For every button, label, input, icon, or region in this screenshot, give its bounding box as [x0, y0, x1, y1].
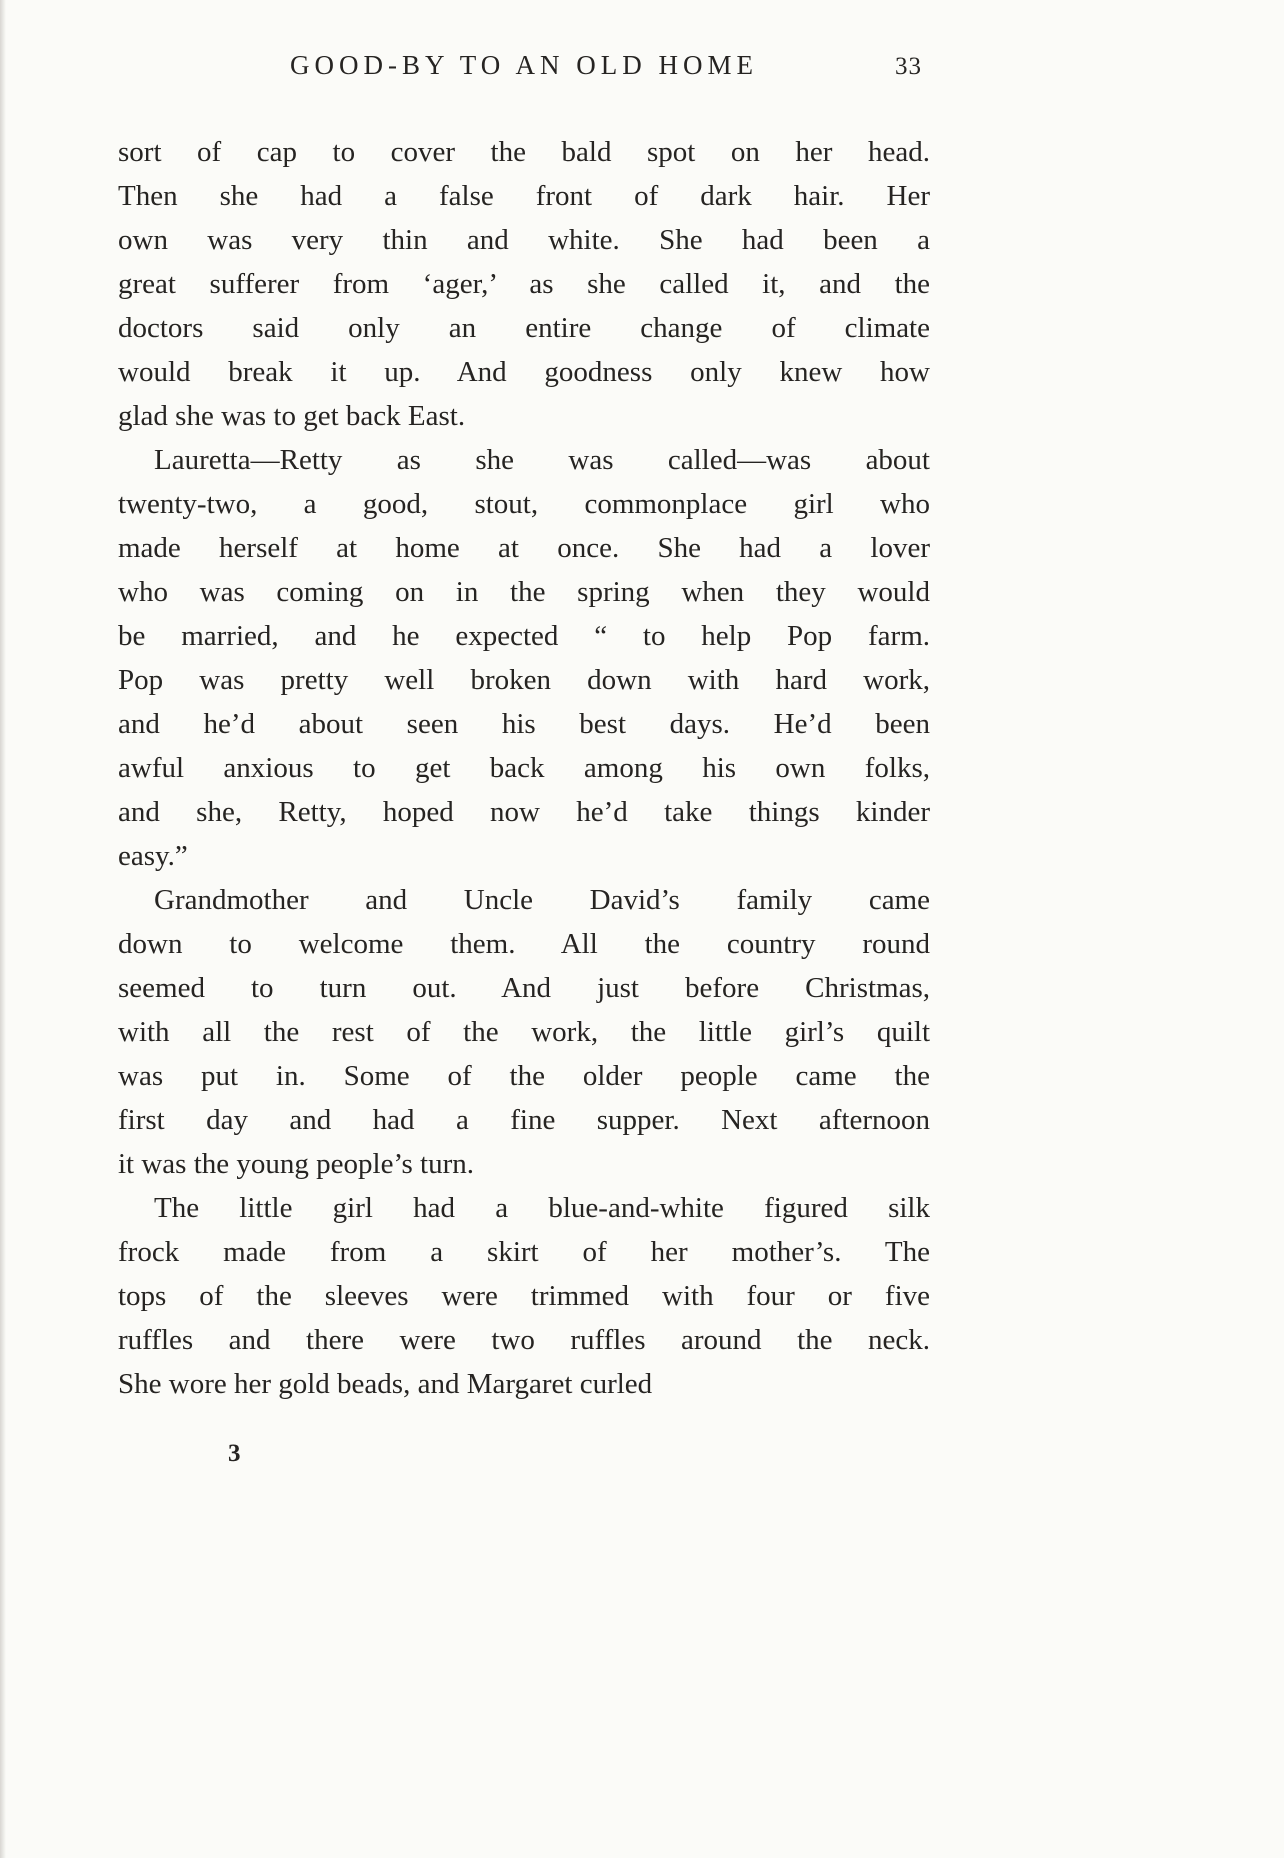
text-line: awful anxious to get back among his own folks,: [118, 752, 930, 784]
paragraph: [118, 1186, 930, 1406]
text-line: would break it up. And goodness only knew how: [118, 356, 930, 388]
text-line: great sufferer from ‘ager,’ as she called it, and the: [118, 268, 930, 300]
text-line: She wore her gold beads, and Margaret curled: [118, 1368, 653, 1400]
text-line: twenty-two, a good, stout, commonplace girl who: [118, 488, 930, 520]
page-body: [118, 130, 930, 1406]
text-line: Grandmother and Uncle David’s family came: [154, 884, 930, 916]
text-line: Lauretta—Retty as she was called—was about: [154, 444, 930, 476]
text-line: glad she was to get back East.: [118, 400, 466, 432]
signature-mark: 3: [228, 1440, 241, 1467]
text-line: and he’d about seen his best days. He’d been: [118, 708, 930, 740]
text-line: Then she had a false front of dark hair. Her: [118, 180, 930, 212]
paragraph: [118, 878, 930, 1186]
text-line: frock made from a skirt of her mother’s. The: [118, 1236, 930, 1268]
text-line: ruffles and there were two ruffles around the neck.: [118, 1324, 930, 1356]
text-line: tops of the sleeves were trimmed with four or five: [118, 1280, 930, 1312]
text-line: was put in. Some of the older people came the: [118, 1060, 930, 1092]
text-line: own was very thin and white. She had been a: [118, 224, 930, 256]
text-line: first day and had a fine supper. Next afternoon: [118, 1104, 930, 1136]
text-line: sort of cap to cover the bald spot on her head.: [118, 136, 930, 168]
text-line: The little girl had a blue-and-white figured silk: [154, 1192, 930, 1224]
text-line: down to welcome them. All the country round: [118, 928, 930, 960]
text-line: and she, Retty, hoped now he’d take things kinder: [118, 796, 930, 828]
text-line: doctors said only an entire change of climate: [118, 312, 930, 344]
page-header: [118, 50, 930, 90]
text-line: with all the rest of the work, the little girl’s quilt: [118, 1016, 930, 1048]
text-line: seemed to turn out. And just before Christmas,: [118, 972, 930, 1004]
text-line: Pop was pretty well broken down with hard work,: [118, 664, 930, 696]
text-line: it was the young people’s turn.: [118, 1148, 475, 1180]
page-number: 33: [895, 53, 922, 80]
paragraph: [118, 130, 930, 438]
text-line: easy.”: [118, 840, 188, 872]
text-line: who was coming on in the spring when they would: [118, 576, 930, 608]
running-head-title: GOOD-BY TO AN OLD HOME: [289, 50, 759, 80]
paragraph: [118, 438, 930, 878]
scan-edge-shadow: [0, 0, 6, 1858]
text-line: made herself at home at once. She had a lover: [118, 532, 930, 564]
text-line: be married, and he expected “ to help Pop farm.: [118, 620, 930, 652]
